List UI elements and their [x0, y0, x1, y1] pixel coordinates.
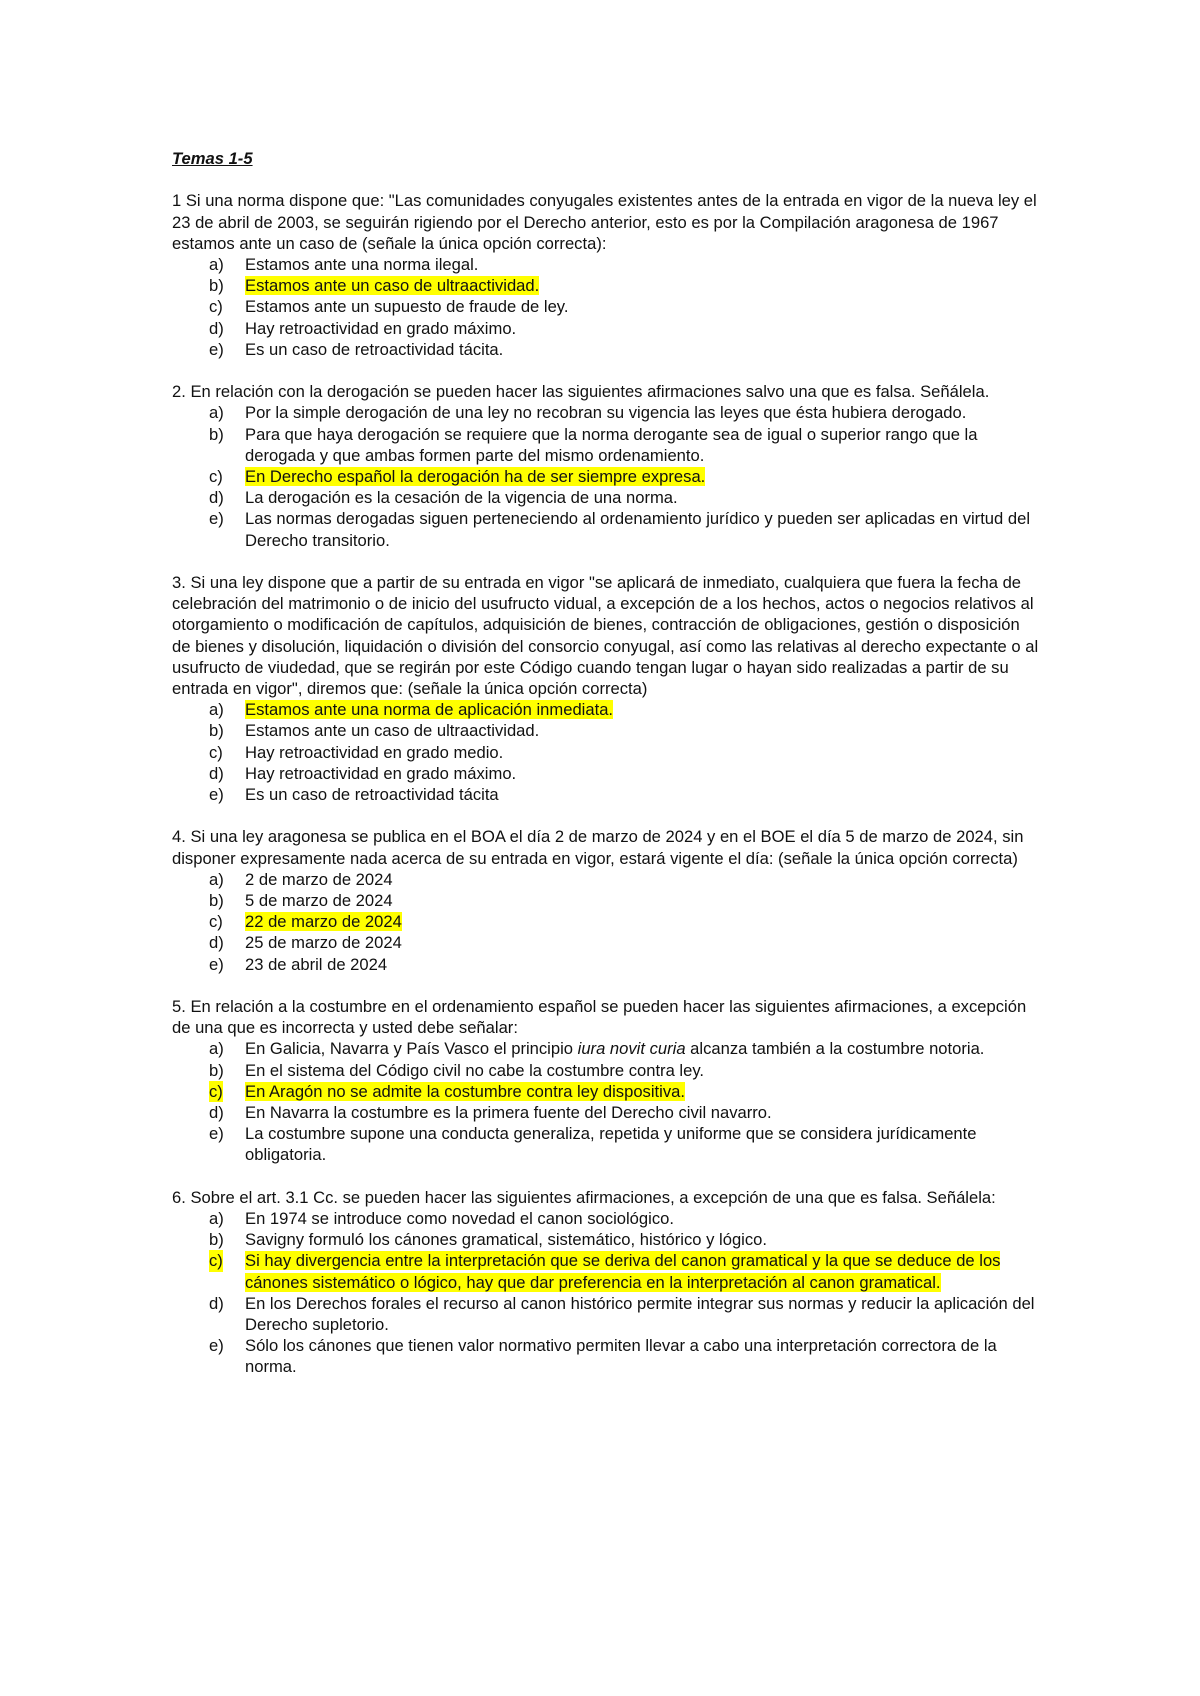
option-e	[172, 954, 1042, 975]
option-text: La derogación es la cesación de la vigencia de una norma.	[245, 488, 678, 508]
option-text-before: En Galicia, Navarra y País Vasco el principio	[245, 1039, 578, 1059]
option-letter: c)	[209, 1081, 223, 1101]
option-letter: c)	[209, 1251, 223, 1271]
question-text: 4. Si una ley aragonesa se publica en el BOA el día 2 de marzo de 2024 y en el BOE el día 5 de marzo de 2024, sin disponer expresamente nada acerca de su entrada en vigor, estará vigente el día: (señale la única opción correcta)	[172, 827, 1024, 868]
option-text: 25 de marzo de 2024	[245, 933, 402, 953]
highlighted-answer: 22 de marzo de 2024	[245, 912, 402, 932]
document-content	[172, 148, 1042, 1399]
option-text: Sólo los cánones que tienen valor normativo permiten llevar a cabo una interpretación correctora de la norma.	[245, 1336, 997, 1377]
option-d	[172, 763, 1042, 784]
option-d	[172, 318, 1042, 339]
option-text: Estamos ante un caso de ultraactividad.	[245, 721, 540, 741]
option-text: En 1974 se introduce como novedad el canon sociológico.	[245, 1209, 674, 1229]
question-text: 6. Sobre el art. 3.1 Cc. se pueden hacer las siguientes afirmaciones, a excepción de una que es falsa. Señálela:	[172, 1187, 996, 1207]
option-a	[172, 1208, 1042, 1229]
option-text: Hay retroactividad en grado medio.	[245, 742, 504, 762]
option-b	[172, 890, 1042, 911]
option-a	[172, 254, 1042, 275]
option-letter: b)	[209, 424, 224, 444]
option-letter: e)	[209, 954, 224, 974]
option-text: La costumbre supone una conducta generaliza, repetida y uniforme que se considera jurídicamente obligatoria.	[245, 1124, 977, 1165]
option-letter: d)	[209, 318, 224, 338]
question-2	[172, 381, 1042, 551]
option-d	[172, 1102, 1042, 1123]
option-letter: d)	[209, 488, 224, 508]
option-e	[172, 339, 1042, 360]
option-letter: e)	[209, 1124, 224, 1144]
option-letter: e)	[209, 1336, 224, 1356]
highlighted-answer: Si hay divergencia entre la interpretación que se deriva del canon gramatical y la que se deduce de los cánones sistemático o lógico, hay que dar preferencia en la interpretación al canon gramatical.	[245, 1251, 1001, 1292]
option-a	[172, 869, 1042, 890]
option-letter: a)	[209, 403, 224, 423]
option-text: Savigny formuló los cánones gramatical, sistemático, histórico y lógico.	[245, 1230, 768, 1250]
options-list	[172, 1208, 1042, 1378]
option-c	[172, 742, 1042, 763]
option-text: En el sistema del Código civil no cabe la costumbre contra ley.	[245, 1060, 705, 1080]
highlighted-answer: Estamos ante una norma de aplicación inmediata.	[245, 700, 614, 720]
option-d	[172, 1293, 1042, 1335]
options-list	[172, 869, 1042, 975]
option-d	[172, 932, 1042, 953]
option-e	[172, 1335, 1042, 1377]
option-letter: d)	[209, 1293, 224, 1313]
question-4	[172, 826, 1042, 974]
option-b	[172, 720, 1042, 741]
option-letter: c)	[209, 742, 223, 762]
question-3	[172, 572, 1042, 805]
option-text: Por la simple derogación de una ley no recobran su vigencia las leyes que ésta hubiera derogado.	[245, 403, 967, 423]
option-text: Es un caso de retroactividad tácita.	[245, 339, 504, 359]
option-letter: b)	[209, 721, 224, 741]
option-text: Las normas derogadas siguen perteneciendo al ordenamiento jurídico y pueden ser aplicadas en virtud del Derecho transitorio.	[245, 509, 1031, 550]
option-c	[172, 911, 1042, 932]
option-c	[172, 1250, 1042, 1292]
highlighted-answer: Estamos ante un caso de ultraactividad.	[245, 276, 540, 296]
option-c	[172, 466, 1042, 487]
option-text: Hay retroactividad en grado máximo.	[245, 318, 517, 338]
option-letter: e)	[209, 509, 224, 529]
option-letter: a)	[209, 1209, 224, 1229]
option-b	[172, 1229, 1042, 1250]
option-a	[172, 699, 1042, 720]
option-text-italic: iura novit curia	[577, 1039, 686, 1059]
option-b	[172, 1060, 1042, 1081]
question-5	[172, 996, 1042, 1166]
option-c	[172, 1081, 1042, 1102]
highlighted-answer: En Aragón no se admite la costumbre contra ley dispositiva.	[245, 1081, 685, 1101]
option-a	[172, 1038, 1042, 1059]
option-text: En Navarra la costumbre es la primera fuente del Derecho civil navarro.	[245, 1103, 772, 1123]
option-letter: d)	[209, 933, 224, 953]
option-letter: b)	[209, 1060, 224, 1080]
option-text: Estamos ante un supuesto de fraude de ley.	[245, 297, 569, 317]
option-letter: a)	[209, 700, 224, 720]
option-e	[172, 1123, 1042, 1165]
option-text: En los Derechos forales el recurso al canon histórico permite integrar sus normas y reducir la aplicación del Derecho supletorio.	[245, 1293, 1035, 1335]
option-text: Hay retroactividad en grado máximo.	[245, 763, 517, 783]
option-text-after: alcanza también a la costumbre notoria.	[685, 1039, 985, 1059]
option-text: 5 de marzo de 2024	[245, 891, 393, 911]
option-letter: c)	[209, 467, 223, 487]
option-letter: a)	[209, 869, 224, 889]
option-letter: c)	[209, 912, 223, 932]
option-letter: c)	[209, 297, 223, 317]
option-letter: a)	[209, 255, 224, 274]
option-a	[172, 402, 1042, 423]
document-title: Temas 1-5	[172, 149, 253, 168]
options-list	[172, 1038, 1042, 1165]
option-b	[172, 275, 1042, 296]
question-text: 2. En relación con la derogación se pueden hacer las siguientes afirmaciones salvo una que es falsa. Señálela.	[172, 382, 990, 402]
option-c	[172, 296, 1042, 317]
option-text: Estamos ante una norma ilegal.	[245, 255, 479, 274]
option-text: 2 de marzo de 2024	[245, 869, 393, 889]
option-b	[172, 424, 1042, 466]
option-letter: a)	[209, 1039, 224, 1059]
option-text: Para que haya derogación se requiere que la norma derogante sea de igual o superior rango que la derogada y que ambas formen parte del mismo ordenamiento.	[245, 424, 978, 465]
question-text: 1 Si una norma dispone que: "Las comunidades conyugales existentes antes de la entrada en vigor de la nueva ley el 23 de abril de 2003, se seguirán rigiendo por el Derecho anterior, esto es por la Compilación aragonesa de 1967 estamos ante un caso de (señale la única opción correcta):	[172, 191, 1037, 253]
option-letter: b)	[209, 1230, 224, 1250]
option-e	[172, 784, 1042, 805]
option-letter: e)	[209, 339, 224, 359]
question-1	[172, 190, 1042, 360]
option-letter: d)	[209, 1103, 224, 1123]
option-text: 23 de abril de 2024	[245, 954, 388, 974]
options-list	[172, 699, 1042, 805]
option-e	[172, 508, 1042, 550]
question-6	[172, 1187, 1042, 1378]
option-letter: e)	[209, 785, 224, 805]
option-letter: d)	[209, 763, 224, 783]
question-text: 3. Si una ley dispone que a partir de su entrada en vigor "se aplicará de inmediato, cualquiera que fuera la fecha de celebración del matrimonio o de inicio del usufructo vidual, a excepción de a los hechos, actos o negocios relativos al otorgamiento o modificación de capítulos, adquisición de bienes, contracción de obligaciones, gestión o disposición de bienes y disolución, liquidación o división del consorcio conyugal, así como las relativas al derecho expectante o al usufructo de viudedad, que se regirán por este Código cuando tengan lugar o hayan sido realizadas a partir de su entrada en vigor", diremos que: (señale la única opción correcta)	[172, 573, 1039, 699]
option-d	[172, 487, 1042, 508]
highlighted-answer: En Derecho español la derogación ha de ser siempre expresa.	[245, 467, 706, 487]
option-text: Es un caso de retroactividad tácita	[245, 785, 499, 805]
question-text: 5. En relación a la costumbre en el ordenamiento español se pueden hacer las siguientes afirmaciones, a excepción de una que es incorrecta y usted debe señalar:	[172, 997, 1027, 1038]
option-letter: b)	[209, 276, 224, 296]
options-list	[172, 402, 1042, 550]
options-list	[172, 254, 1042, 360]
option-letter: b)	[209, 891, 224, 911]
